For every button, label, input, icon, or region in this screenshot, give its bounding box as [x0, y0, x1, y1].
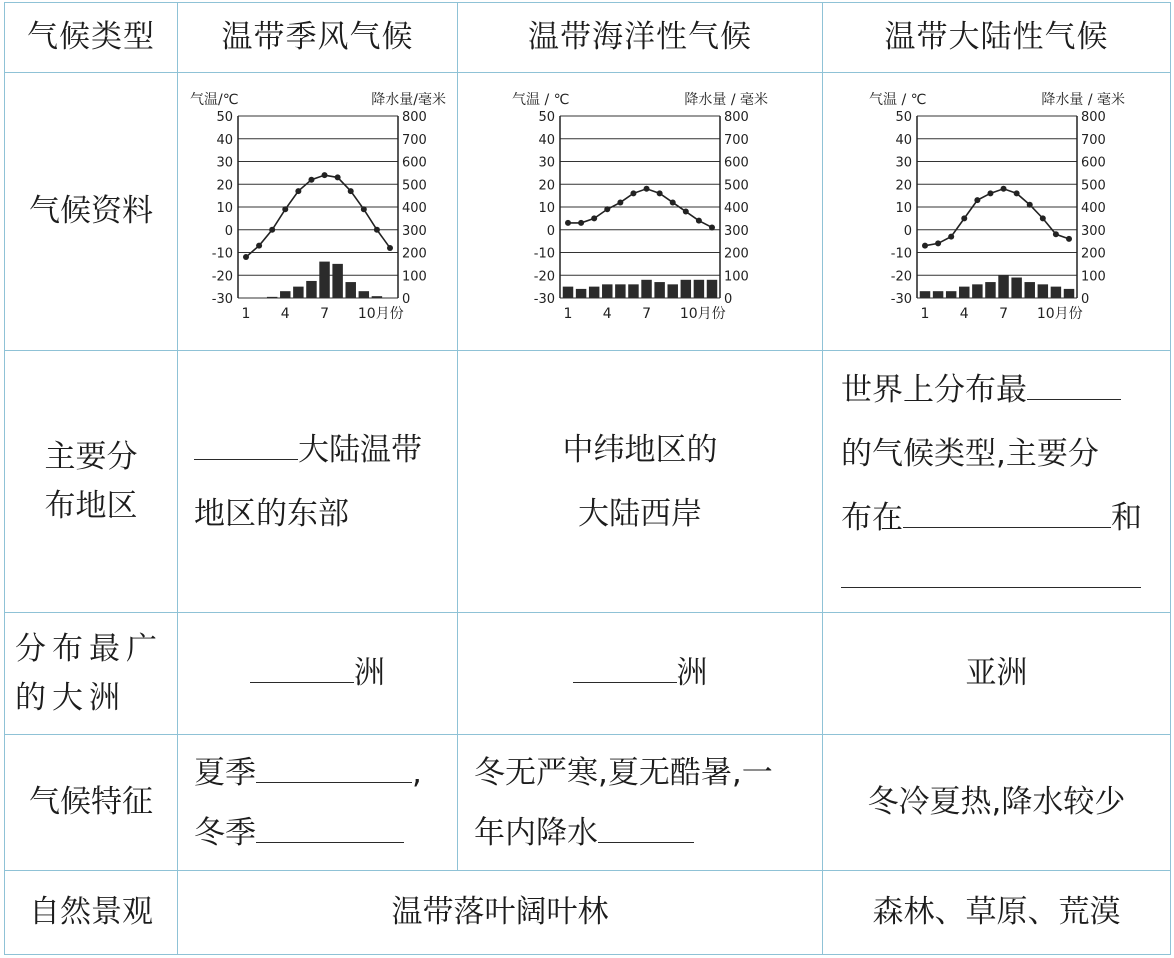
temperature-point	[987, 190, 993, 196]
blank-continental-region-2[interactable]	[841, 555, 1141, 588]
temperature-tick-label: 20	[894, 177, 912, 193]
distribution-row	[5, 351, 1171, 613]
temperature-point	[630, 190, 636, 196]
precipitation-bar	[945, 291, 955, 298]
climate-comparison-table	[4, 2, 1171, 955]
temperature-point	[922, 242, 928, 248]
precipitation-bar	[576, 288, 586, 297]
temperature-point	[1000, 185, 1006, 191]
temperature-point	[935, 240, 941, 246]
temperature-axis-label: 气温 / ℃	[512, 91, 570, 108]
precipitation-tick-label: 700	[401, 132, 427, 148]
features-label: 气候特征	[5, 735, 178, 871]
precipitation-tick-label: 100	[1080, 268, 1106, 284]
monsoon-climate-chart	[188, 82, 448, 342]
precipitation-tick-label: 800	[1080, 109, 1106, 125]
precipitation-bar	[972, 284, 982, 298]
monsoon-distribution: 大陆温带 地区的东部	[178, 351, 458, 613]
month-tick-label: 1	[563, 305, 573, 322]
chart-grid	[890, 110, 1105, 307]
blank-monsoon-continent-area[interactable]	[194, 427, 298, 460]
precipitation-bar	[345, 282, 355, 298]
temperature-tick-label: -20	[533, 268, 555, 284]
precipitation-bar	[319, 261, 329, 297]
continental-landscape: 森林、草原、荒漠	[823, 871, 1171, 955]
temperature-tick-label: 20	[538, 177, 555, 193]
monsoon-maritime-landscape: 温带落叶阔叶林	[178, 871, 823, 955]
features-row	[5, 735, 1171, 871]
precipitation-tick-label: 500	[724, 177, 749, 193]
precipitation-tick-label: 600	[1080, 155, 1106, 170]
month-tick-label: 10月份	[1036, 305, 1083, 322]
monsoon-features: 夏季 , 冬季	[178, 735, 458, 871]
precipitation-bar	[1037, 284, 1047, 298]
temperature-point	[243, 254, 249, 260]
temperature-tick-label: -30	[533, 291, 555, 307]
month-tick-label: 10月份	[357, 305, 404, 322]
precipitation-bar	[667, 284, 677, 298]
temperature-tick-label: -30	[211, 291, 233, 307]
precipitation-bar	[694, 279, 704, 297]
temperature-tick-label: -10	[211, 246, 233, 261]
temperature-line	[568, 188, 712, 227]
temperature-tick-label: 10	[894, 200, 912, 216]
temperature-point	[1039, 215, 1045, 221]
precipitation-tick-label: 800	[401, 109, 427, 125]
month-tick-label: 4	[602, 305, 612, 322]
precipitation-tick-label: 100	[401, 268, 427, 284]
header-climate-type: 气候类型	[5, 3, 178, 73]
precipitation-bar	[293, 286, 303, 297]
precipitation-bar	[266, 296, 276, 297]
blank-maritime-precipitation[interactable]	[598, 810, 694, 843]
temperature-tick-label: 50	[894, 109, 912, 125]
month-tick-label: 1	[920, 305, 929, 322]
continental-continent: 亚洲	[823, 613, 1171, 735]
temperature-line	[925, 188, 1069, 245]
month-tick-label: 1	[241, 305, 250, 322]
precipitation-tick-label: 500	[401, 177, 427, 193]
temperature-point	[321, 172, 327, 178]
temperature-point	[974, 197, 980, 203]
temperature-tick-label: 0	[903, 223, 912, 239]
precipitation-bar	[615, 284, 625, 298]
precipitation-tick-label: 400	[724, 200, 749, 216]
precipitation-tick-label: 300	[1080, 223, 1106, 239]
blank-monsoon-continent[interactable]	[250, 650, 354, 683]
temperature-point	[696, 217, 702, 223]
precipitation-bar	[306, 280, 316, 297]
precipitation-bar	[628, 284, 638, 298]
precipitation-tick-label: 400	[401, 200, 427, 216]
precipitation-bar	[1050, 286, 1060, 297]
month-tick-label: 7	[642, 305, 652, 322]
monsoon-continent: 洲	[178, 613, 458, 735]
precipitation-tick-label: 700	[724, 132, 749, 148]
chart-grid	[211, 110, 426, 307]
temperature-tick-label: -20	[890, 268, 912, 284]
precipitation-bar	[371, 296, 381, 298]
distribution-label: 主要分 布地区	[5, 351, 178, 613]
precipitation-bar	[589, 286, 599, 297]
precipitation-tick-label: 0	[1080, 291, 1089, 307]
blank-monsoon-summer[interactable]	[256, 750, 412, 783]
continental-features: 冬冷夏热,降水较少	[823, 735, 1171, 871]
month-tick-label: 7	[319, 305, 329, 322]
precipitation-tick-label: 800	[724, 109, 749, 125]
continental-distribution: 世界上分布最 的气候类型,主要分 布在 和	[823, 351, 1171, 613]
precipitation-bar	[563, 286, 573, 297]
precipitation-tick-label: 0	[724, 291, 733, 307]
precipitation-bar	[1063, 288, 1073, 297]
temperature-point	[683, 208, 689, 214]
month-tick-label: 10月份	[679, 305, 726, 322]
precipitation-axis-label: 降水量/毫米	[370, 91, 446, 108]
precipitation-axis-label: 降水量 / 毫米	[684, 91, 768, 108]
temperature-tick-label: 50	[538, 109, 555, 125]
temperature-tick-label: -20	[211, 268, 233, 284]
precipitation-tick-label: 100	[724, 268, 749, 284]
temperature-point	[670, 199, 676, 205]
continent-label: 分布最广 的大洲	[5, 613, 178, 735]
temperature-tick-label: 10	[538, 200, 555, 216]
temperature-tick-label: 10	[215, 200, 233, 216]
temperature-tick-label: -10	[890, 246, 912, 261]
temperature-point	[334, 174, 340, 180]
blank-continental-region-1[interactable]	[903, 495, 1111, 528]
climate-data-row	[5, 73, 1171, 351]
temperature-line	[246, 175, 390, 257]
precipitation-bar	[1024, 282, 1034, 298]
precipitation-axis-label: 降水量 / 毫米	[1040, 91, 1125, 108]
temperature-point	[948, 233, 954, 239]
temperature-axis-label: 气温 / ℃	[868, 91, 926, 108]
maritime-climate-chart	[510, 82, 770, 342]
precipitation-tick-label: 600	[724, 155, 749, 170]
temperature-point	[269, 226, 275, 232]
temperature-axis-label: 气温/℃	[189, 91, 238, 108]
precipitation-tick-label: 300	[724, 223, 749, 239]
temperature-tick-label: 40	[538, 132, 555, 148]
temperature-tick-label: 50	[215, 109, 233, 125]
temperature-tick-label: -30	[890, 291, 912, 307]
precipitation-tick-label: 300	[401, 223, 427, 239]
precipitation-tick-label: 200	[724, 246, 749, 261]
temperature-point	[1052, 231, 1058, 237]
maritime-distribution: 中纬地区的 大陆西岸	[458, 351, 823, 613]
temperature-point	[295, 188, 301, 194]
month-tick-label: 4	[959, 305, 969, 322]
temperature-point	[578, 219, 584, 225]
temperature-point	[591, 215, 597, 221]
temperature-point	[617, 199, 623, 205]
temperature-tick-label: -10	[533, 246, 555, 261]
temperature-point	[1026, 201, 1032, 207]
temperature-point	[308, 176, 314, 182]
temperature-point	[347, 188, 353, 194]
header-monsoon-climate: 温带季风气候	[178, 3, 458, 73]
temperature-tick-label: 30	[538, 155, 555, 170]
precipitation-tick-label: 0	[401, 291, 410, 307]
precipitation-bar	[681, 279, 691, 297]
blank-continental-extent[interactable]	[1027, 367, 1121, 400]
blank-monsoon-winter[interactable]	[256, 810, 404, 843]
precipitation-tick-label: 200	[1080, 246, 1106, 261]
temperature-point	[360, 206, 366, 212]
continent-row	[5, 613, 1171, 735]
precipitation-tick-label: 600	[401, 155, 427, 170]
precipitation-bar	[654, 282, 664, 298]
precipitation-bar	[707, 279, 717, 297]
landscape-label: 自然景观	[5, 871, 178, 955]
maritime-features: 冬无严寒,夏无酷暑,一 年内降水	[458, 735, 823, 871]
temperature-tick-label: 20	[215, 177, 233, 193]
continental-climate-chart	[867, 82, 1127, 342]
temperature-point	[373, 226, 379, 232]
temperature-point	[657, 190, 663, 196]
temperature-tick-label: 30	[894, 155, 912, 170]
precipitation-bar	[919, 291, 929, 298]
temperature-point	[387, 244, 393, 250]
temperature-tick-label: 30	[215, 155, 233, 170]
month-tick-label: 7	[998, 305, 1008, 322]
temperature-tick-label: 0	[546, 223, 555, 239]
precipitation-bar	[602, 284, 612, 298]
precipitation-tick-label: 400	[1080, 200, 1106, 216]
temperature-point	[565, 219, 571, 225]
temperature-point	[1066, 235, 1072, 241]
temperature-tick-label: 40	[894, 132, 912, 148]
temperature-tick-label: 0	[224, 223, 233, 239]
temperature-tick-label: 40	[215, 132, 233, 148]
temperature-point	[644, 185, 650, 191]
temperature-point	[282, 206, 288, 212]
precipitation-bar	[932, 291, 942, 298]
month-tick-label: 4	[280, 305, 290, 322]
temperature-point	[709, 224, 715, 230]
precipitation-bar	[998, 275, 1008, 298]
precipitation-tick-label: 200	[401, 246, 427, 261]
temperature-point	[256, 242, 262, 248]
header-continental-climate: 温带大陆性气候	[823, 3, 1171, 73]
precipitation-bar	[959, 286, 969, 297]
chart-grid	[534, 110, 749, 307]
header-maritime-climate: 温带海洋性气候	[458, 3, 823, 73]
temperature-point	[961, 215, 967, 221]
maritime-continent: 洲	[458, 613, 823, 735]
precipitation-bar	[641, 279, 651, 297]
blank-maritime-continent[interactable]	[573, 650, 677, 683]
temperature-point	[604, 206, 610, 212]
precipitation-bar	[358, 291, 368, 298]
precipitation-bar	[1011, 277, 1021, 297]
precipitation-tick-label: 700	[1080, 132, 1106, 148]
temperature-point	[1013, 190, 1019, 196]
header-row	[5, 3, 1171, 73]
precipitation-bar	[332, 263, 342, 297]
precipitation-bar	[985, 282, 995, 298]
precipitation-bar	[280, 291, 290, 298]
landscape-row	[5, 871, 1171, 955]
precipitation-tick-label: 500	[1080, 177, 1106, 193]
climate-data-label: 气候资料	[5, 73, 178, 351]
